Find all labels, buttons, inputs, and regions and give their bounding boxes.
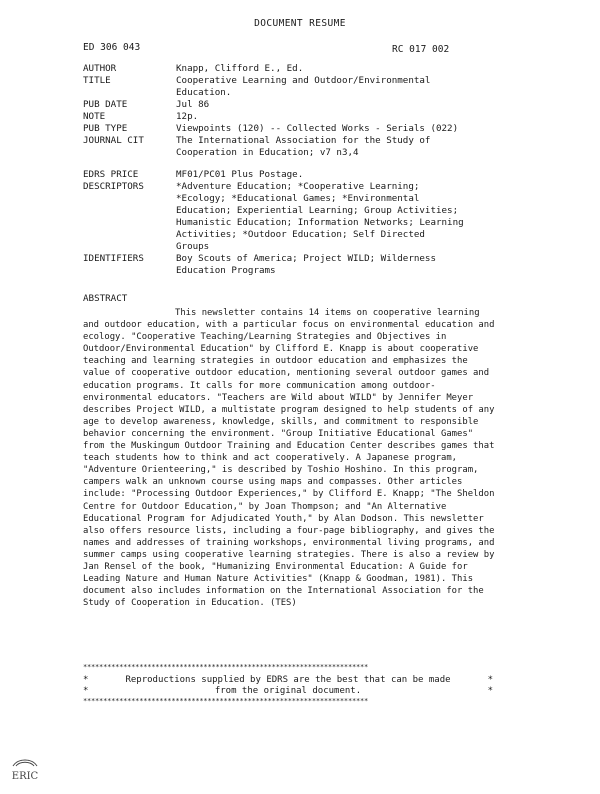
star-edge-left: * [83, 675, 89, 685]
reproduction-text-2: from the original document. [214, 686, 362, 696]
meta-row-note [83, 111, 503, 123]
abstract-heading: ABSTRACT [83, 293, 128, 304]
meta-value: Viewpoints (120) -- Collected Works - Serials (022) [176, 123, 459, 134]
meta-value: Jul 86 [176, 99, 210, 110]
meta-value: Knapp, Clifford E., Ed. [176, 63, 304, 74]
reproduction-line [83, 686, 493, 697]
meta-value: Cooperative Learning and Outdoor/Environmental Education. [176, 75, 431, 98]
abstract-body: This newsletter contains 14 items on cooperative learning and outdoor education, with a particular focus on environmental education and ecology. "Cooperative Teaching/Learning Strategies and Objectives in Outdoor/Environmental Education" by Clifford E. Knapp is about cooperative teaching and learning strategies in outdoor education and emphasizes the value of cooperative outdoor education, mentioning several outdoor games and education programs. It calls for more communication among outdoor-environmental educators. "Teachers are Wild about WILD" by Jennifer Meyer describes Project WILD, a multistate program designed to help students of any age to develop awareness, knowledge, skills, and commitment to responsible behavior concerning the environment. "Group Initiative Educational Games" from the Muskingum Outdoor Training and Education Center describes games that teach students how to think and act cooperatively. A Japanese program, "Adventure Orienteering," is described by Toshio Hoshino. In this program, campers walk an unknown course using maps and compasses. Other articles include: "Processing Outdoor Experiences," by Clifford E. Knapp; "The Sheldon Centre for Outdoor Education," by Joan Thompson; and "An Alternative Educational Program for Adjudicated Youth," by Alan Dodson. This newsletter also offers resource lists, including a four-page bibliography, and gives the names and addresses of training workshops, environmental living programs, and summer camps using cooperative learning strategies. There is also a review by Jan Rensel of the book, "Humanizing Environmental Education: A Guide for Leading Nature and Human Nature Activities" (Knapp & Goodman, 1981). This document also includes information on the International Association for the Study of Cooperation in Education. (TES) [83, 308, 495, 609]
eric-logo-text: ERIC [11, 771, 39, 782]
eric-logo-icon [10, 756, 40, 782]
meta-row-pub-date [83, 99, 503, 111]
meta-value: 12p. [176, 111, 199, 122]
document-title: DOCUMENT RESUME [254, 18, 346, 29]
meta-row-author [83, 63, 503, 75]
meta-value: Boy Scouts of America; Project WILD; Wilderness Education Programs [176, 253, 436, 276]
clearinghouse-number: RC 017 002 [392, 44, 450, 55]
meta-value: *Adventure Education; *Cooperative Learning; *Ecology; *Educational Games; *Environmental Education; Experiential Learning; Group Activities; Humanistic Education; Information Networks; Learning Activities; *Outdoor Education; Self Directed Groups [176, 181, 464, 252]
star-edge-right: * [487, 686, 493, 696]
meta-label: EDRS PRICE [83, 169, 139, 180]
meta-label: IDENTIFIERS [83, 253, 144, 264]
meta-label: TITLE [83, 75, 111, 86]
star-edge-right: * [487, 675, 493, 685]
meta-label: AUTHOR [83, 63, 117, 74]
reproduction-notice [83, 675, 493, 697]
star-border-top: *********************************************************************** [83, 663, 369, 671]
star-edge-left: * [83, 686, 89, 696]
star-border-bottom: *********************************************************************** [83, 697, 369, 705]
meta-label: DESCRIPTORS [83, 181, 144, 192]
meta-row-pub-type [83, 123, 503, 135]
ed-number: ED 306 043 [83, 42, 141, 53]
meta-row-title [83, 75, 503, 99]
meta-row-descriptors [83, 181, 503, 253]
meta-row-edrs-price [83, 169, 503, 181]
reproduction-text-1: Reproductions supplied by EDRS are the best that can be made [125, 675, 451, 685]
meta-label: NOTE [83, 111, 106, 122]
meta-row-identifiers [83, 253, 503, 277]
metadata-table [83, 63, 503, 277]
meta-row-journal-cit [83, 135, 503, 159]
meta-value: MF01/PC01 Plus Postage. [176, 169, 304, 180]
reproduction-line [83, 675, 493, 686]
meta-label: PUB TYPE [83, 123, 128, 134]
meta-label: JOURNAL CIT [83, 135, 144, 146]
meta-value: The International Association for the Study of Cooperation in Education; v7 n3,4 [176, 135, 431, 158]
meta-label: PUB DATE [83, 99, 128, 110]
